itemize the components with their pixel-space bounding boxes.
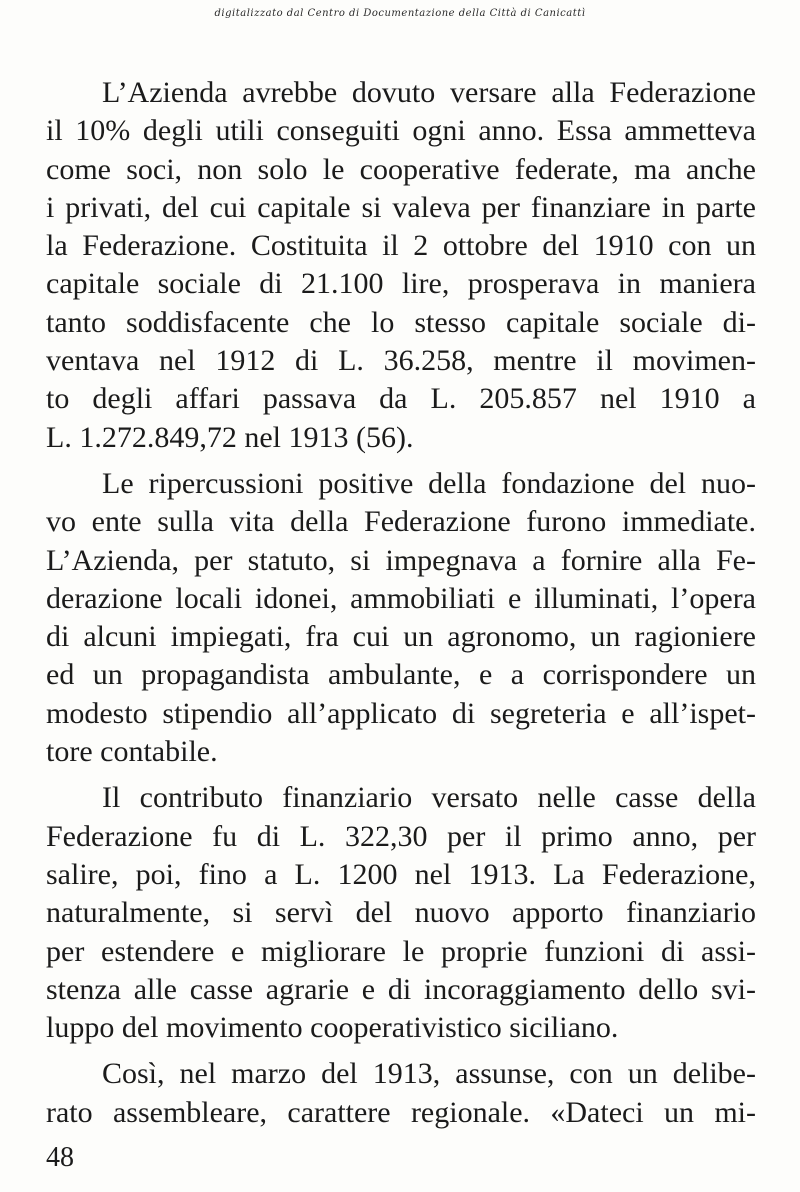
- text-line: ventava nel 1912 di L. 36.258, mentre il movimen-: [46, 344, 756, 378]
- text-line: stenza alle casse agrarie e di incoraggiamento dello svi-: [46, 972, 756, 1006]
- text-line: la Federazione. Costituita il 2 ottobre del 1910 con un: [46, 229, 756, 263]
- text-line: L’Azienda avrebbe dovuto versare alla Federazione: [102, 76, 756, 109]
- text-line: naturalmente, si servì del nuovo apporto finanziario: [46, 896, 756, 930]
- text-line: derazione locali idonei, ammobiliati e illuminati, l’opera: [46, 581, 756, 615]
- text-line: il 10% degli utili conseguiti ogni anno. Essa ammetteva: [46, 114, 756, 148]
- text-line: Le ripercussioni positive della fondazione del nuo-: [102, 466, 756, 500]
- text-line: salire, poi, fino a L. 1200 nel 1913. La Federazione,: [46, 857, 756, 891]
- paragraph-3: [46, 779, 756, 1047]
- body-text: [46, 74, 756, 1140]
- text-line: come soci, non solo le cooperative federate, ma anche: [46, 152, 756, 186]
- page-number: 48: [46, 1142, 74, 1173]
- text-line: capitale sociale di 21.100 lire, prosperava in maniera: [46, 267, 756, 301]
- text-line: rato assembleare, carattere regionale. «Dateci un mi-: [46, 1095, 756, 1129]
- digitization-watermark: digitalizzato dal Centro di Documentazione della Città di Canicattì: [214, 8, 586, 19]
- text-line: Il contributo finanziario versato nelle casse della: [102, 781, 756, 815]
- text-line: luppo del movimento cooperativistico siciliano.: [46, 1011, 619, 1045]
- text-line: i privati, del cui capitale si valeva per finanziare in parte: [46, 190, 756, 224]
- text-line: Così, nel marzo del 1913, assunse, con un delibe-: [102, 1057, 756, 1091]
- text-line: di alcuni impiegati, fra cui un agronomo, un ragioniere: [46, 620, 756, 654]
- paragraph-4: [46, 1055, 756, 1132]
- text-line: per estendere e migliorare le proprie funzioni di assi-: [46, 934, 756, 968]
- text-line: L. 1.272.849,72 nel 1913 (56).: [46, 420, 414, 454]
- text-line: vo ente sulla vita della Federazione furono immediate.: [46, 505, 756, 539]
- text-line: to degli affari passava da L. 205.857 nel 1910 a: [46, 382, 756, 416]
- text-line: modesto stipendio all’applicato di segreteria e all’ispet-: [46, 696, 756, 730]
- paragraph-1: [46, 74, 756, 457]
- text-line: tore contabile.: [46, 735, 218, 769]
- text-line: tanto soddisfacente che lo stesso capitale sociale di-: [46, 305, 756, 339]
- text-line: L’Azienda, per statuto, si impegnava a fornire alla Fe-: [46, 543, 756, 577]
- text-line: ed un propagandista ambulante, e a corrispondere un: [46, 658, 756, 692]
- paragraph-2: [46, 465, 756, 771]
- text-line: Federazione fu di L. 322,30 per il primo anno, per: [46, 819, 756, 853]
